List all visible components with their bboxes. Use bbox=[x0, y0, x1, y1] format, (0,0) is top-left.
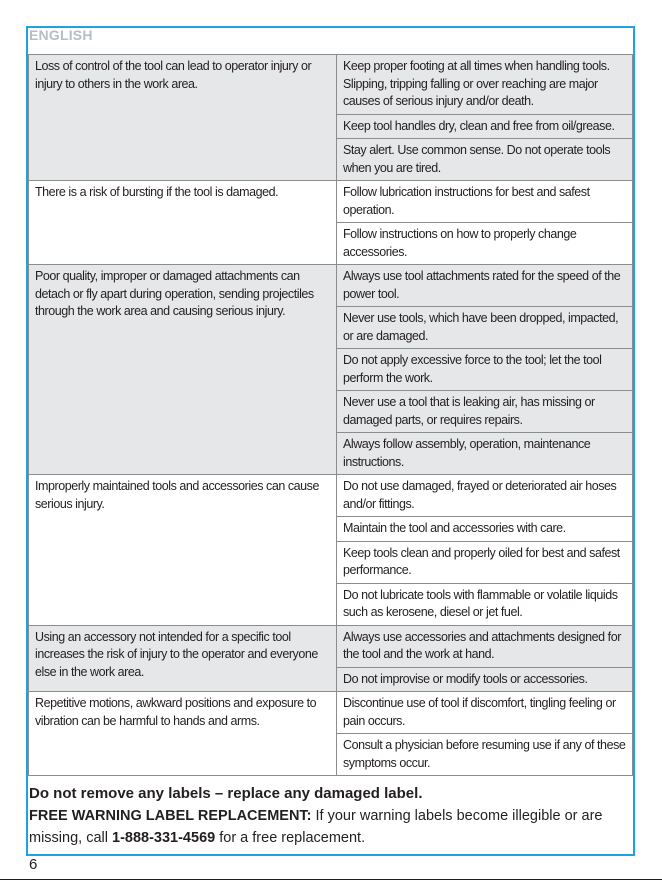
label-notice bbox=[29, 783, 629, 849]
precaution-cell: Never use a tool that is leaking air, has missing or damaged parts, or requires repairs. bbox=[337, 391, 633, 433]
precaution-cell: Always follow assembly, operation, maintenance instructions. bbox=[337, 433, 633, 475]
precaution-cell: Discontinue use of tool if discomfort, tingling feeling or pain occurs. bbox=[337, 692, 633, 734]
hazard-cell: Loss of control of the tool can lead to operator injury or injury to others in the work area. bbox=[29, 55, 337, 181]
precaution-cell: Follow lubrication instructions for best and safest operation. bbox=[337, 181, 633, 223]
safety-table bbox=[28, 54, 633, 776]
precaution-cell: Maintain the tool and accessories with care. bbox=[337, 517, 633, 542]
precaution-cell: Keep proper footing at all times when handling tools. Slipping, tripping falling or over reaching are major causes of serious injury and/or death. bbox=[337, 55, 633, 115]
precaution-cell: Keep tool handles dry, clean and free from oil/grease. bbox=[337, 114, 633, 139]
bottom-rule bbox=[0, 879, 662, 880]
table-row bbox=[29, 692, 633, 734]
replacement-text-after: for a free replacement. bbox=[215, 830, 366, 846]
phone-number: 1-888-331-4569 bbox=[112, 830, 216, 846]
precaution-cell: Keep tools clean and properly oiled for best and safest performance. bbox=[337, 541, 633, 583]
labels-warning: Do not remove any labels – replace any damaged label. bbox=[29, 785, 423, 802]
precaution-cell: Never use tools, which have been dropped, impacted, or are damaged. bbox=[337, 307, 633, 349]
hazard-cell: Using an accessory not intended for a specific tool increases the risk of injury to the operator and everyone else in the work area. bbox=[29, 625, 337, 692]
precaution-cell: Always use tool attachments rated for the speed of the power tool. bbox=[337, 265, 633, 307]
hazard-cell: Improperly maintained tools and accessories can cause serious injury. bbox=[29, 475, 337, 626]
table-row bbox=[29, 625, 633, 667]
replacement-heading: FREE WARNING LABEL REPLACEMENT: bbox=[29, 808, 312, 824]
hazard-cell: There is a risk of bursting if the tool is damaged. bbox=[29, 181, 337, 265]
table-row bbox=[29, 55, 633, 115]
page-number: 6 bbox=[29, 856, 38, 873]
precaution-cell: Do not lubricate tools with flammable or volatile liquids such as kerosene, diesel or jet fuel. bbox=[337, 583, 633, 625]
table-row bbox=[29, 475, 633, 517]
precaution-cell: Do not improvise or modify tools or accessories. bbox=[337, 667, 633, 692]
hazard-cell: Poor quality, improper or damaged attachments can detach or fly apart during operation, sending projectiles through the work area and causing serious injury. bbox=[29, 265, 337, 475]
hazard-cell: Repetitive motions, awkward positions and exposure to vibration can be harmful to hands and arms. bbox=[29, 692, 337, 776]
safety-table-body bbox=[29, 55, 633, 776]
precaution-cell: Always use accessories and attachments designed for the tool and the work at hand. bbox=[337, 625, 633, 667]
replacement-text-before: If your warning labels become illegible or are missing, call bbox=[29, 808, 603, 846]
precaution-cell: Stay alert. Use common sense. Do not operate tools when you are tired. bbox=[337, 139, 633, 181]
language-heading: ENGLISH bbox=[29, 27, 93, 43]
precaution-cell: Consult a physician before resuming use if any of these symptoms occur. bbox=[337, 734, 633, 776]
precaution-cell: Do not use damaged, frayed or deteriorated air hoses and/or fittings. bbox=[337, 475, 633, 517]
precaution-cell: Follow instructions on how to properly change accessories. bbox=[337, 223, 633, 265]
label-replacement-paragraph bbox=[29, 805, 629, 849]
table-row bbox=[29, 181, 633, 223]
precaution-cell: Do not apply excessive force to the tool; let the tool perform the work. bbox=[337, 349, 633, 391]
table-row bbox=[29, 265, 633, 307]
